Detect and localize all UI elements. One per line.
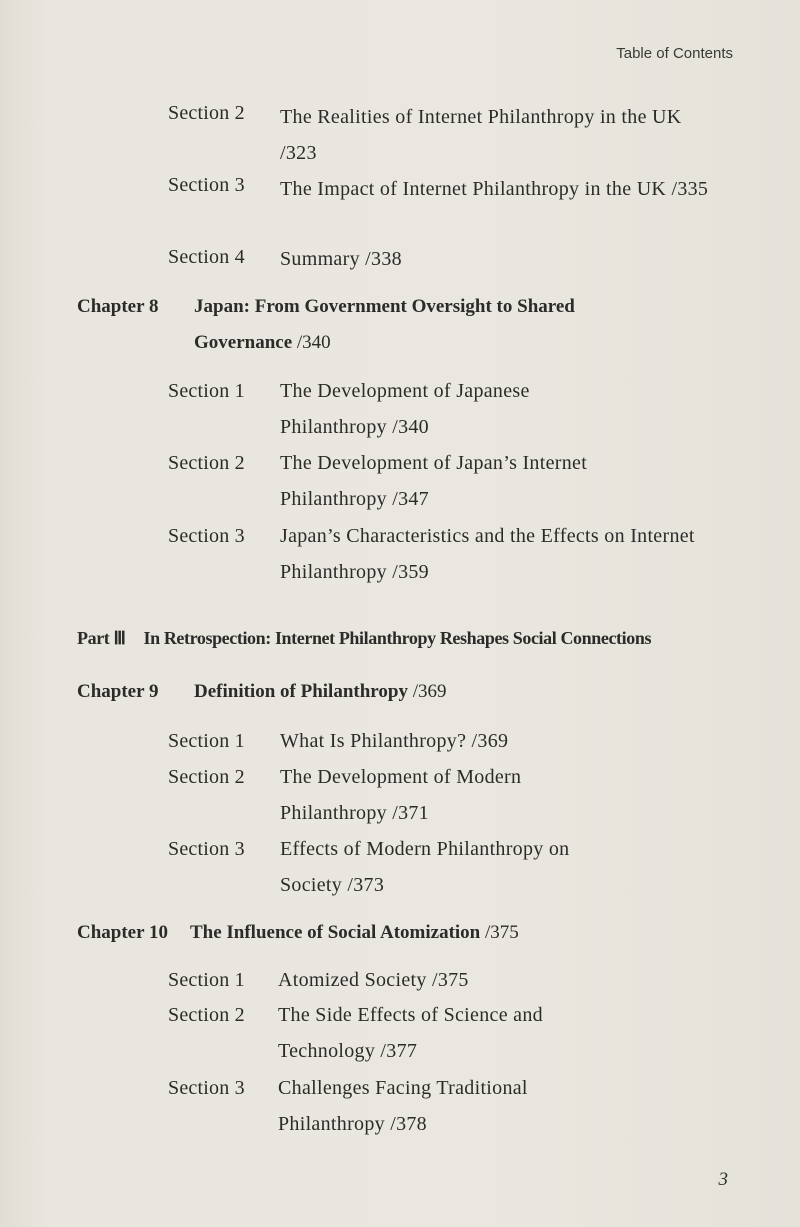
section-label: Section 2 — [168, 452, 245, 474]
section-title: Summary /338 — [280, 248, 402, 270]
chapter-heading — [77, 915, 519, 951]
chapter-heading — [194, 289, 644, 361]
section-label: Section 2 — [168, 1004, 245, 1026]
running-header: Table of Contents — [616, 45, 733, 62]
chapter-label — [77, 674, 158, 710]
chapter-number: Chapter 10 — [77, 922, 168, 943]
part-label: Part Ⅲ — [77, 628, 126, 648]
chapter-title: Definition of Philanthropy — [194, 681, 408, 702]
section-title: The Realities of Internet Philanthropy in the UK /323 — [280, 106, 682, 164]
section-label: Section 2 — [168, 102, 245, 124]
section-label: Section 1 — [168, 730, 245, 752]
section-label: Section 3 — [168, 1077, 245, 1099]
section-title: Challenges Facing Traditional Philanthropy /378 — [278, 1077, 528, 1135]
section-label: Section 3 — [168, 525, 245, 547]
section-title: What Is Philanthropy? /369 — [280, 730, 509, 752]
chapter-number: Chapter 9 — [77, 681, 159, 702]
section-label: Section 3 — [168, 174, 245, 196]
page-number: 3 — [718, 1169, 728, 1190]
section-label: Section 3 — [168, 838, 245, 860]
chapter-heading — [194, 674, 674, 710]
section-title: The Development of Modern Philanthropy /371 — [280, 766, 522, 824]
section-title: The Development of Japanese Philanthropy /340 — [280, 380, 530, 438]
chapter-page: /369 — [412, 681, 447, 702]
chapter-title: Japan: From Government Oversight to Shared Governance — [194, 296, 575, 353]
section-label: Section 1 — [168, 969, 245, 991]
chapter-number: Chapter 8 — [77, 296, 159, 317]
section-label: Section 1 — [168, 380, 245, 402]
section-label: Section 4 — [168, 246, 245, 268]
chapter-page: /340 — [296, 332, 331, 353]
section-title: The Impact of Internet Philanthropy in the UK /335 — [280, 178, 709, 200]
chapter-label — [77, 289, 158, 325]
part-heading — [77, 620, 651, 656]
part-title: In Retrospection: Internet Philanthropy Reshapes Social Connections — [143, 628, 652, 648]
chapter-title: The Influence of Social Atomization — [189, 922, 481, 943]
chapter-page: /375 — [485, 922, 519, 943]
section-label: Section 2 — [168, 766, 245, 788]
section-title: The Development of Japan’s Internet Philanthropy /347 — [280, 452, 588, 510]
section-title: Effects of Modern Philanthropy on Society /373 — [280, 838, 570, 896]
section-title: The Side Effects of Science and Technology /377 — [278, 1004, 543, 1062]
section-title: Atomized Society /375 — [278, 969, 469, 991]
section-title: Japan’s Characteristics and the Effects on Internet Philanthropy /359 — [280, 525, 695, 583]
